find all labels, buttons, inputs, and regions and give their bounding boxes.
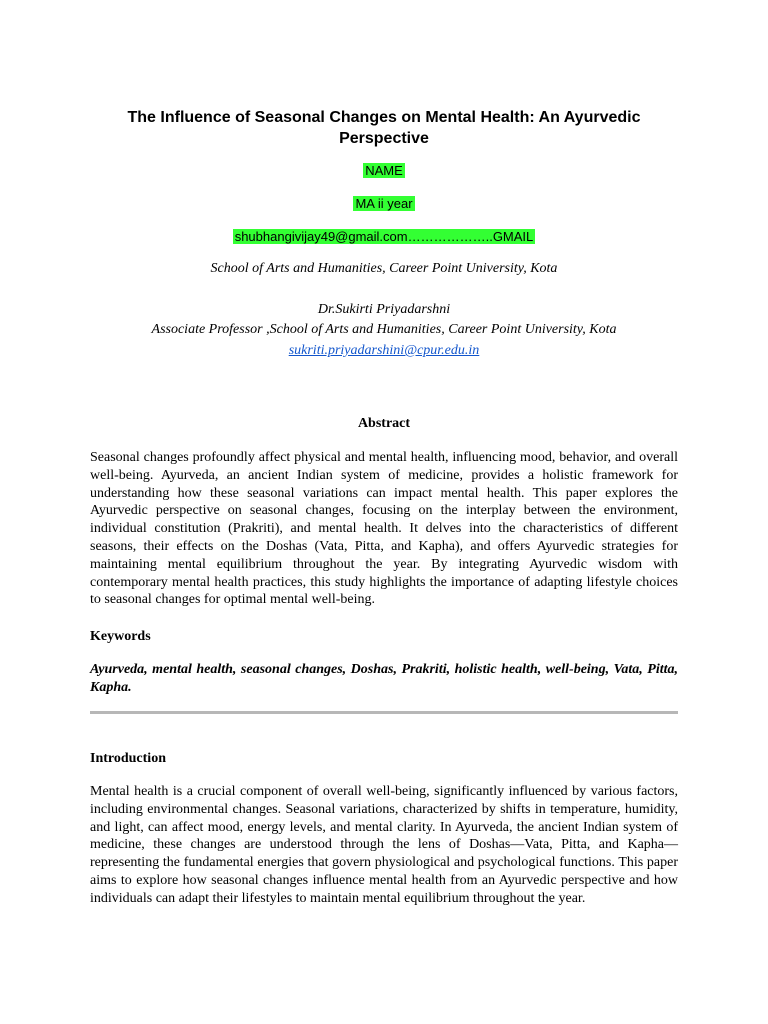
author-year: MA ii year — [355, 196, 413, 211]
abstract-text: Seasonal changes profoundly affect physical and mental health, influencing mood, behavior, and overall well-being. Ayurveda, an ancient Indian system of medicine, provides a holistic framework for understanding how these seasonal variations can impact mental health. This paper explores the Ayurvedic perspective on seasonal changes, focusing on the interplay between the environment, individual constitution (Prakriti), and mental health. It delves into the characteristics of different seasons, their effects on the Doshas (Vata, Pitta, and Kapha), and offers Ayurvedic strategies for maintaining mental equilibrium throughout the year. By integrating Ayurvedic wisdom with contemporary mental health practices, this study highlights the importance of adapting lifestyle choices to seasonal changes for optimal mental well-being. — [90, 450, 678, 608]
paper-title: The Influence of Seasonal Changes on Mental Health: An Ayurvedic Perspective — [127, 109, 641, 147]
keywords-text: Ayurveda, mental health, seasonal changes, Doshas, Prakriti, holistic health, well-being, Vata, Pitta, Kapha. — [90, 662, 678, 695]
author-affiliation: School of Arts and Humanities, Career Point University, Kota — [210, 261, 558, 276]
supervisor-email-line — [0, 341, 768, 361]
introduction-text: Mental health is a crucial component of overall well-being, significantly influenced by various factors, including environmental changes. Seasonal variations, characterized by shifts in temperature, humidity, and light, can affect mood, energy levels, and mental clarity. In Ayurveda, the ancient Indian system of medicine, these changes are understood through the lens of Doshas—Vata, Pitta, and Kapha—representing the fundamental energies that govern physiological and psychological functions. This paper aims to explore how seasonal changes influence mental health from an Ayurvedic perspective and how individuals can adapt their lifestyles to maintain mental equilibrium throughout the year. — [90, 784, 678, 906]
section-divider — [90, 711, 678, 714]
supervisor-position: Associate Professor ,School of Arts and Humanities, Career Point University, Kota — [151, 322, 617, 337]
introduction-heading: Introduction — [90, 751, 166, 766]
abstract-heading: Abstract — [357, 416, 411, 431]
author-email: shubhangivijay49@gmail.com………………..GMAIL — [234, 229, 534, 244]
author-name-line — [0, 162, 768, 179]
supervisor-email-link[interactable]: sukriti.priyadarshini@cpur.edu.in — [288, 343, 480, 358]
author-year-line — [0, 195, 768, 212]
supervisor-name: Dr.Sukirti Priyadarshni — [317, 302, 451, 317]
keywords-heading: Keywords — [90, 629, 151, 644]
author-name: NAME — [365, 163, 403, 178]
author-email-line — [0, 228, 768, 245]
